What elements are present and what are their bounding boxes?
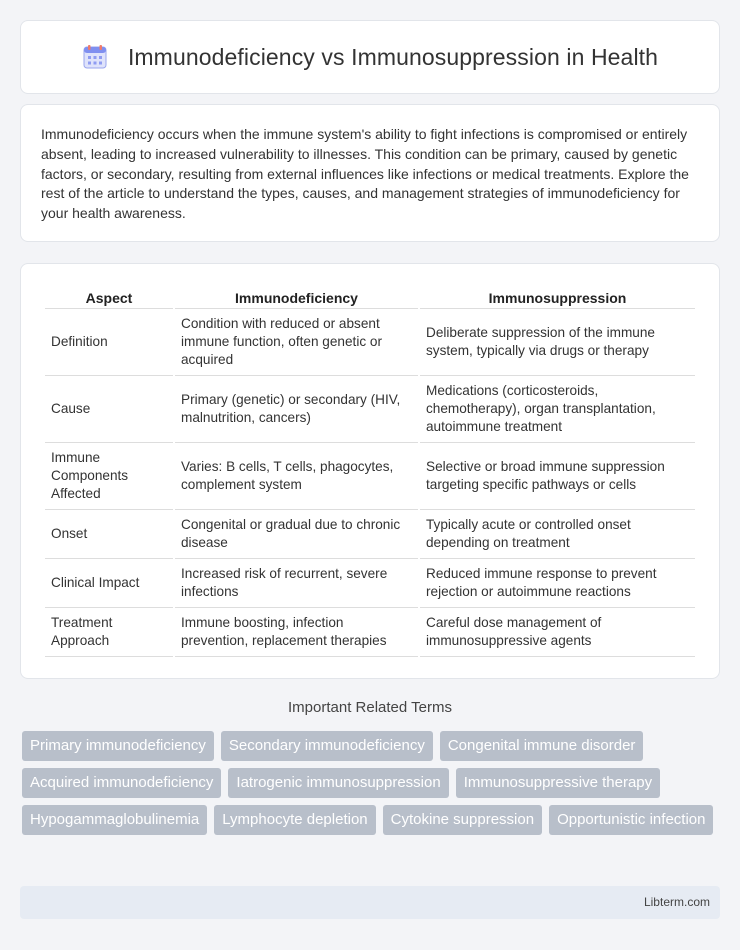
related-terms-heading: Important Related Terms <box>288 699 452 716</box>
table-cell: Onset <box>45 510 173 559</box>
table-row <box>45 376 695 443</box>
tag-hypogammaglobulinemia[interactable]: Hypogammaglobulinemia <box>22 805 207 835</box>
related-terms-list <box>22 731 722 835</box>
tag-congenital-immune-disorder[interactable]: Congenital immune disorder <box>440 731 644 761</box>
tag-iatrogenic-immunosuppression[interactable]: Iatrogenic immunosuppression <box>228 768 448 798</box>
table-cell: Reduced immune response to prevent rejection or autoimmune reactions <box>420 559 695 608</box>
tag-immunosuppressive-therapy[interactable]: Immunosuppressive therapy <box>456 768 660 798</box>
tag-primary-immunodeficiency[interactable]: Primary immunodeficiency <box>22 731 214 761</box>
table-cell: Varies: B cells, T cells, phagocytes, complement system <box>175 443 418 510</box>
table-cell: Deliberate suppression of the immune system, typically via drugs or therapy <box>420 309 695 376</box>
footer-site-link[interactable]: Libterm.com <box>643 895 710 909</box>
calendar-grid-icon <box>82 44 108 70</box>
table-cell: Careful dose management of immunosuppressive agents <box>420 608 695 657</box>
table-cell: Typically acute or controlled onset depending on treatment <box>420 510 695 559</box>
column-header-immunosuppression: Immunosuppression <box>420 284 695 309</box>
site-footer <box>20 886 720 919</box>
table-row <box>45 309 695 376</box>
comparison-table <box>43 284 697 657</box>
table-cell: Selective or broad immune suppression targeting specific pathways or cells <box>420 443 695 510</box>
column-header-aspect: Aspect <box>45 284 173 309</box>
table-cell: Increased risk of recurrent, severe infections <box>175 559 418 608</box>
comparison-table-card <box>20 263 720 679</box>
table-row <box>45 559 695 608</box>
table-cell: Congenital or gradual due to chronic disease <box>175 510 418 559</box>
table-header-row <box>45 284 695 309</box>
table-cell: Primary (genetic) or secondary (HIV, malnutrition, cancers) <box>175 376 418 443</box>
page-header <box>20 20 720 94</box>
intro-card <box>20 104 720 242</box>
tag-secondary-immunodeficiency[interactable]: Secondary immunodeficiency <box>221 731 433 761</box>
table-cell: Cause <box>45 376 173 443</box>
intro-paragraph: Immunodeficiency occurs when the immune system's ability to fight infections is compromised or entirely absent, leading to increased vulnerability to illnesses. This condition can be primary, caused by genetic factors, or secondary, resulting from external influences like infections or medical treatments. Explore the rest of the article to understand the types, causes, and management strategies of immunodeficiency for your health awareness. <box>41 126 689 222</box>
column-header-immunodeficiency: Immunodeficiency <box>175 284 418 309</box>
table-cell: Condition with reduced or absent immune function, often genetic or acquired <box>175 309 418 376</box>
table-cell: Immune Components Affected <box>45 443 173 510</box>
table-cell: Immune boosting, infection prevention, replacement therapies <box>175 608 418 657</box>
table-cell: Definition <box>45 309 173 376</box>
table-row <box>45 510 695 559</box>
table-row <box>45 608 695 657</box>
table-cell: Treatment Approach <box>45 608 173 657</box>
table-row <box>45 443 695 510</box>
tag-lymphocyte-depletion[interactable]: Lymphocyte depletion <box>214 805 375 835</box>
tag-cytokine-suppression[interactable]: Cytokine suppression <box>383 805 542 835</box>
tag-opportunistic-infection[interactable]: Opportunistic infection <box>549 805 713 835</box>
table-cell: Clinical Impact <box>45 559 173 608</box>
page-title: Immunodeficiency vs Immunosuppression in Health <box>127 43 659 70</box>
table-cell: Medications (corticosteroids, chemotherapy), organ transplantation, autoimmune treatment <box>420 376 695 443</box>
tag-acquired-immunodeficiency[interactable]: Acquired immunodeficiency <box>22 768 221 798</box>
